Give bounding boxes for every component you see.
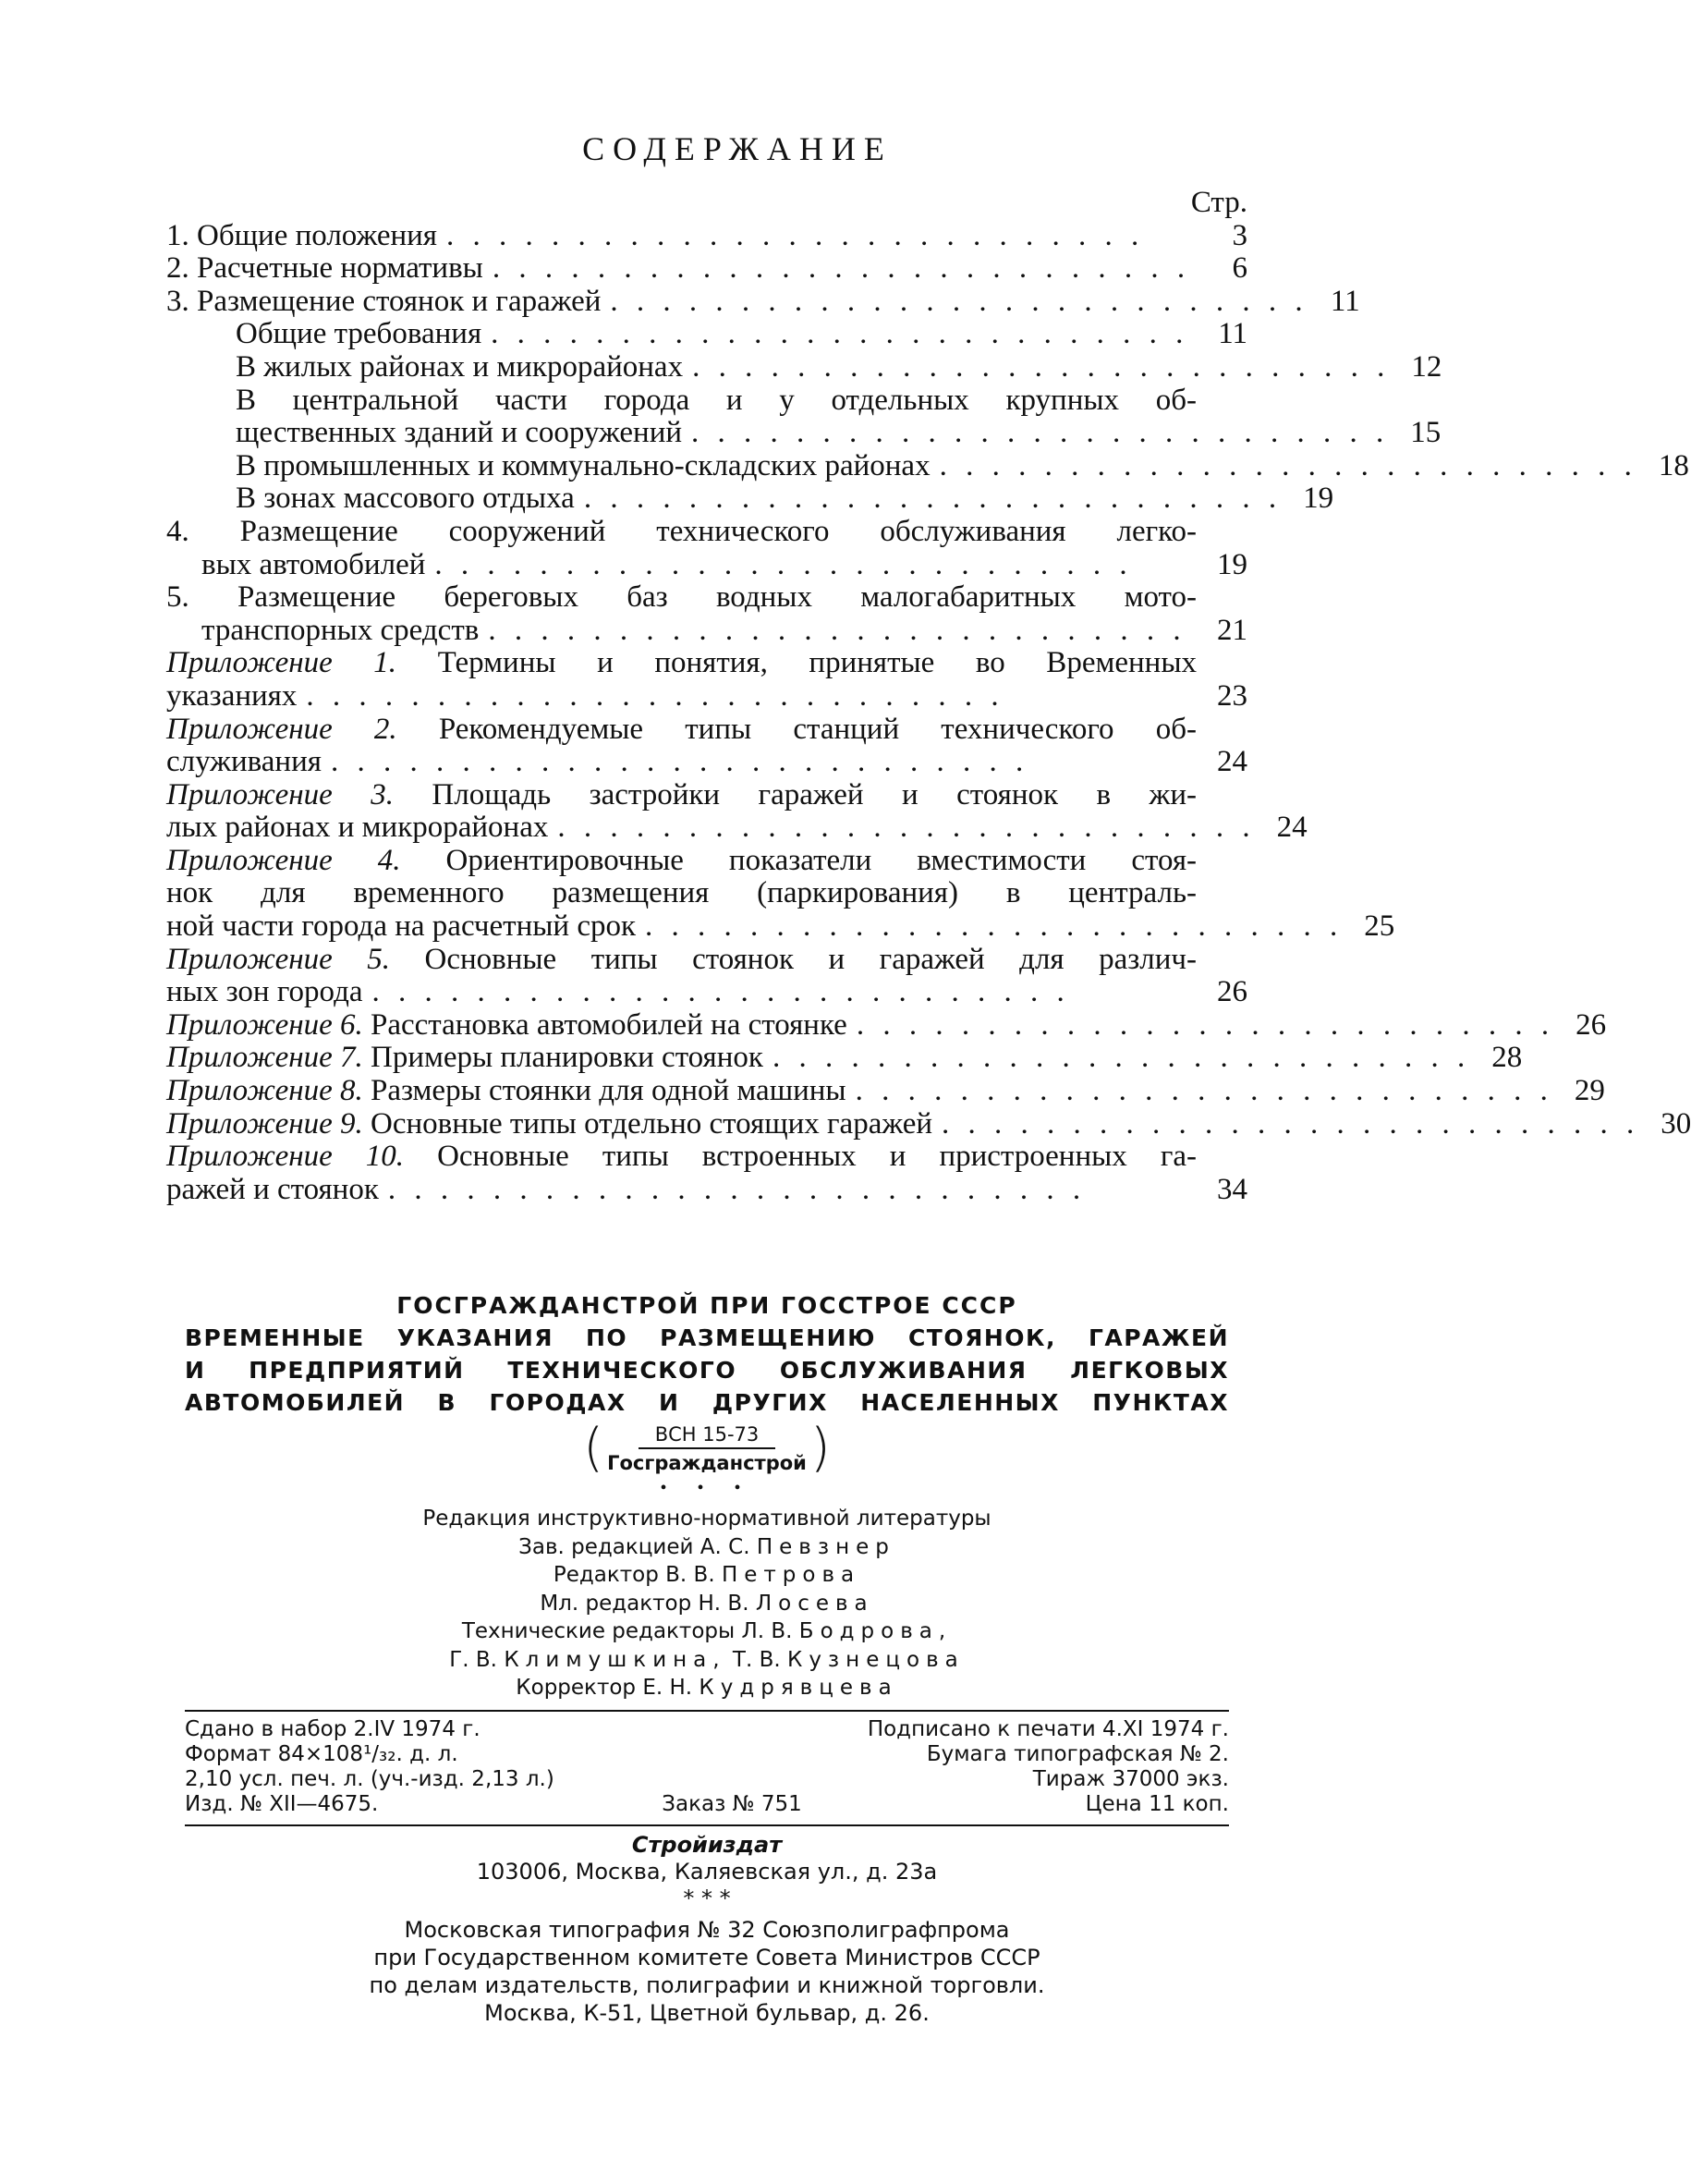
toc-entry-text: нок для временного размещения (паркирования) в централь- [166,876,1197,910]
toc-entry-text: 4. Размещение сооружений технического обслуживания легко- [166,514,1197,548]
divider [185,1824,1229,1826]
appendix-label: Приложение 10. [166,1140,405,1174]
toc-appendix-entry: Приложение 5. Основные типы стоянок и гаражей для различ- ных зон города . . . . . . . . . . . . . . . . . . . . . . . . . . . 26 [166,942,1247,1009]
toc-entry-page: 11 [1218,317,1247,351]
toc-subentry: В зонах массового отдыха . . . . . . . . . . . . . . . . . . . . . . . . . . . 19 [236,482,1334,516]
toc-appendix-entry: Приложение 2. Рекомендуемые типы станций технического об- служивания . . . . . . . . . . . . . . . . . . . . . . . . . . . 24 [166,712,1247,779]
toc-entry-page: 25 [1364,909,1395,944]
toc-entry-page: 26 [1575,1007,1607,1042]
appendix-label: Приложение 4. [166,843,401,877]
toc-entry-text: Примеры планировки стоянок [362,1041,763,1075]
publisher-address: 103006, Москва, Каляевская ул., д. 23а [476,1858,938,1885]
staff-line: Технические редакторы Л. В. Бодрова, [461,1619,953,1643]
toc-entry-text: Термины и понятия, принятые во Временных [396,646,1197,680]
toc-entry-text: служивания [166,745,322,779]
toc-entry-text: транспорных средств [201,613,480,647]
document-title-line: И ПРЕДПРИЯТИЙ ТЕХНИЧЕСКОГО ОБСЛУЖИВАНИЯ ЛЕГКОВЫХ [185,1357,1229,1384]
toc-appendix-entry: Приложение 1. Термины и понятия, принятые во Временных указаниях . . . . . . . . . . . . . . . . . . . . . . . . . . . 23 [166,646,1247,713]
printer-line: Московская типография № 32 Союзполиграфпрома [404,1916,1010,1943]
toc-entry-page: 3 [1232,218,1247,252]
toc-entry-text: 2. Расчетные нормативы [166,251,483,286]
toc-appendix-entry: Приложение 10. Основные типы встроенных и пристроенных га- ражей и стоянок . . . . . . . . . . . . . . . . . . . . . . . . . . . 34 [166,1140,1247,1206]
staff-line: Зав. редакцией А. С. Певзнер [518,1534,895,1559]
organization-name: ГОСГРАЖДАНСТРОЙ ПРИ ГОССТРОЕ СССР [396,1292,1017,1319]
toc-entry-page: 21 [1217,613,1247,647]
toc-entry-page: 12 [1411,349,1442,384]
toc-entry: 2. Расчетные нормативы . . . . . . . . . . . . . . . . . . . . . . . . . . . 6 [166,251,1247,286]
toc-entry-text: ражей и стоянок [166,1172,379,1206]
appendix-label: Приложение 7. [166,1041,363,1075]
toc-entry-text: Основные типы отдельно стоящих гаражей [362,1106,933,1141]
toc-entry-page: 15 [1410,416,1442,450]
toc-appendix-entry: Приложение 7. Примеры планировки стоянок . . . . . . . . . . . . . . . . . . . . . . . . . . . 28 [166,1041,1523,1075]
toc-entry-text: Основные типы встроенных и пристроенных га- [404,1140,1197,1174]
toc-entry-text: Площадь застройки гаражей и стоянок в жи- [393,777,1197,811]
toc-appendix-entry: Приложение 8. Размеры стоянки для одной машины . . . . . . . . . . . . . . . . . . . . . . . . . . . 29 [166,1074,1605,1108]
imprint [185,1289,1229,2027]
staff-line: Редактор В. В. Петрова [553,1563,861,1587]
toc-entry-text: щественных зданий и сооружений [236,416,683,450]
toc-entry-page: 23 [1217,678,1247,713]
toc-entry-text: Основные типы стоянок и гаражей для различ- [389,942,1197,976]
printer-line: по делам издательств, полиграфии и книжной торговли. [369,1971,1045,1998]
toc-entry-text: В зонах массового отдыха [236,482,575,516]
toc-entry-text: Расстановка автомобилей на стоянке [362,1007,847,1042]
toc-entry-text: В промышленных и коммунально-складских районах [236,448,931,482]
toc-entry-text: 3. Размещение стоянок и гаражей [166,284,602,318]
toc-entry-text: Рекомендуемые типы станций технического об- [396,712,1197,746]
printer-line: при Государственном комитете Совета Министров СССР [373,1944,1040,1970]
publisher-name: Стройиздат [631,1831,783,1858]
toc-subentry: В промышленных и коммунально-складских районах . . . . . . . . . . . . . . . . . . . . . . . . . . . 18 [236,448,1689,482]
toc-entry-text: лых районах и микрорайонах [166,811,549,845]
page-column-label: Стр. [1190,186,1247,219]
toc-entry-page: 30 [1661,1106,1691,1141]
toc-entry-text: Общие требования [236,317,482,351]
toc-entry-page: 24 [1217,745,1247,779]
toc-subentry: Общие требования . . . . . . . . . . . . . . . . . . . . . . . . . . . 11 [236,317,1247,351]
editorial-office: Редакция инструктивно-нормативной литературы [422,1507,991,1531]
toc-entry-text: В центральной части города и у отдельных крупных об- [236,383,1197,417]
toc-entry-page: 26 [1217,975,1247,1009]
toc-entry: 5. Размещение береговых баз водных малогабаритных мото- транспорных средств . . . . . . . . . . . . . . . . . . . . . . . . . . . 21 [166,580,1247,647]
toc-entry-page: 19 [1217,547,1247,581]
code-numerator: ВСН 15-73 [639,1423,776,1449]
appendix-label: Приложение 1. [166,646,397,680]
toc-entry-text: указаниях [166,678,298,713]
toc-entry-page: 19 [1303,482,1334,516]
toc-appendix-entry: Приложение 6. Расстановка автомобилей на стоянке . . . . . . . . . . . . . . . . . . . . . . . . . . . 26 [166,1007,1607,1042]
code-denominator: Госгражданстрой [607,1451,807,1474]
toc-entry-text: 5. Размещение береговых баз водных малогабаритных мото- [166,580,1197,615]
toc-entry-page: 28 [1491,1041,1523,1075]
printer-line: Москва, К-51, Цветной бульвар, д. 26. [484,1999,930,2026]
document-code: ( $\frac{\text{ВСН 15-73}}{\text{Госгражданстрой}}$ ) [583,1418,831,1478]
toc-appendix-entry: Приложение 9. Основные типы отдельно стоящих гаражей . . . . . . . . . . . . . . . . . . . . . . . . . . . 30 [166,1106,1691,1141]
toc-entry-text: ных зон города [166,975,363,1009]
toc-entry: 1. Общие положения . . . . . . . . . . . . . . . . . . . . . . . . . . . 3 [166,218,1247,252]
toc-entry-text: ной части города на расчетный срок [166,909,637,944]
appendix-label: Приложение 6. [166,1007,363,1042]
toc-appendix-entry: Приложение 3. Площадь застройки гаражей и стоянок в жи- лых районах и микрорайонах . . . . . . . . . . . . . . . . . . . . . . . . . . . 24 [166,777,1308,845]
toc-entry-text: 1. Общие положения [166,218,437,252]
toc-entry-text: В жилых районах и микрорайонах [236,349,684,384]
separator: * * * [683,1885,731,1911]
publisher [185,1832,1229,1912]
table-of-contents [166,186,1691,1206]
document-title-line: АВТОМОБИЛЕЙ В ГОРОДАХ И ДРУГИХ НАСЕЛЕННЫХ ПУНКТАХ [185,1389,1229,1416]
appendix-label: Приложение 8. [166,1074,363,1108]
toc-entry-page: 34 [1217,1172,1247,1206]
appendix-label: Приложение 9. [166,1106,363,1141]
toc-entry: 3. Размещение стоянок и гаражей . . . . . . . . . . . . . . . . . . . . . . . . . . . 11 [166,284,1360,318]
toc-entry-text: вых автомобилей [201,547,426,581]
printer-info [185,1916,1229,2027]
toc-title: СОДЕРЖАНИЕ [582,130,893,167]
divider [185,1710,1229,1712]
appendix-label: Приложение 5. [166,942,390,976]
staff-line: Мл. редактор Н. В. Лосева [540,1591,874,1616]
toc-entry: 4. Размещение сооружений технического обслуживания легко- вых автомобилей . . . . . . . . . . . . . . . . . . . . . . . . . . . 19 [166,514,1247,581]
document-title-line: ВРЕМЕННЫЕ УКАЗАНИЯ ПО РАЗМЕЩЕНИЮ СТОЯНОК, ГАРАЖЕЙ [185,1324,1229,1351]
toc-entry-text: Размеры стоянки для одной машины [362,1074,846,1108]
toc-entry-page: 18 [1658,448,1689,482]
staff-line: Корректор Е. Н. Кудрявцева [516,1676,898,1700]
staff-line: Г. В. Климушкина, Т. В. Кузнецова [449,1647,965,1672]
appendix-label: Приложение 2. [166,712,397,746]
publication-details: Сдано в набор 2.IV 1974 г. Подписано к печати 4.XI 1974 г. Формат 84×108¹/₃₂. д. л. Бумага типографская № 2. 2,10 усл. печ. л. (уч.-изд. 2,13 л.) Тираж 37000 экз. Изд. № XII—4675. Заказ № 751 Цена 11 коп. [185,1716,1229,1816]
appendix-label: Приложение 3. [166,777,394,811]
toc-entry-text: Ориентировочные показатели вместимости стоя- [400,843,1197,877]
toc-appendix-entry: Приложение 4. Ориентировочные показатели вместимости стоя- нок для временного размещения (паркирования) в централь- ной части города на расчетный срок . . . . . . . . . . . . . . . . . . . . . . . . . . . 25 [166,843,1395,944]
toc-entry-page: 6 [1232,251,1247,286]
toc-entry-page: 11 [1330,284,1360,318]
toc-subentry: В жилых районах и микрорайонах . . . . . . . . . . . . . . . . . . . . . . . . . . . 12 [236,349,1442,384]
toc-entry-page: 24 [1276,811,1308,845]
toc-subentry: В центральной части города и у отдельных крупных об- щественных зданий и сооружений . . . . . . . . . . . . . . . . . . . . . . . . . . . 15 [236,383,1442,450]
toc-entry-page: 29 [1574,1074,1605,1108]
separator: • • • [660,1478,754,1498]
